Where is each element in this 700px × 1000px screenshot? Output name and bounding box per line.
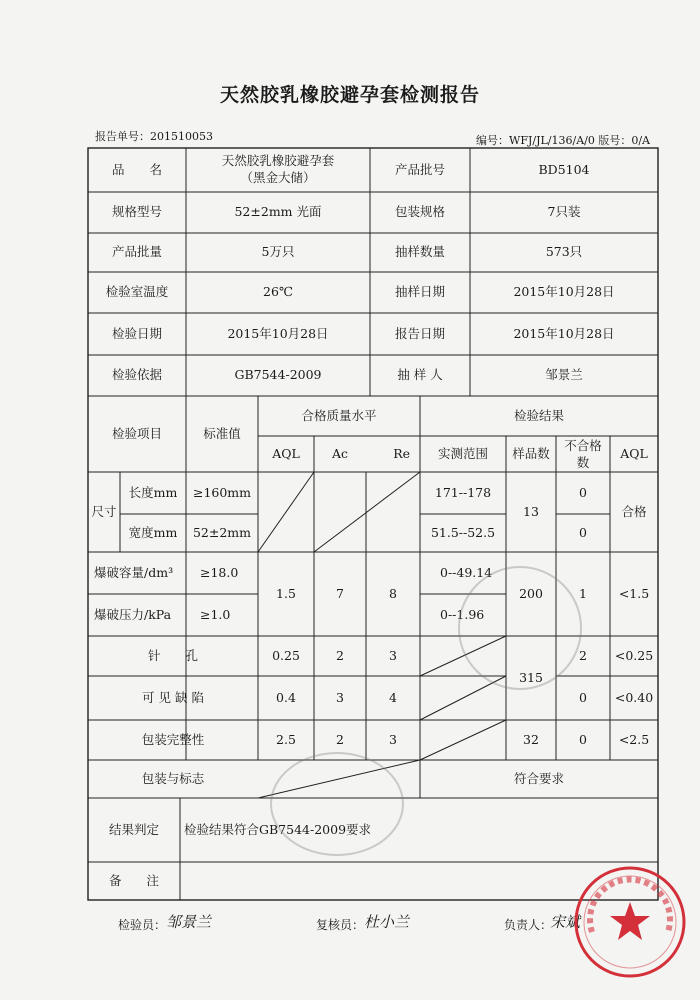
- company-seal: [570, 862, 690, 982]
- defect-ac: 3: [336, 689, 344, 705]
- width-range: 51.5--52.5: [430, 524, 496, 540]
- header-range: 实测范围: [437, 445, 488, 461]
- package-failed: 0: [579, 731, 587, 747]
- length-standard: ≥160mm: [192, 484, 252, 500]
- value-lab-temp: 26℃: [263, 284, 293, 300]
- label-lab-temp: 检验室温度: [105, 284, 169, 300]
- inspection-seal-faint-2: [270, 752, 404, 856]
- burst-ac: 7: [336, 585, 344, 601]
- label-sampler: 抽 样 人: [397, 367, 443, 383]
- burst-re: 8: [389, 585, 397, 601]
- value-lot-size: 5万只: [261, 244, 295, 260]
- length-failed: 0: [579, 484, 587, 500]
- label-packing: 包装规格: [394, 204, 445, 220]
- defect-aql-result: <0.40: [614, 689, 654, 705]
- burst-pressure-range: 0--1.96: [440, 606, 485, 622]
- value-sampling-date: 2015年10月28日: [513, 284, 615, 300]
- burst-volume-label: 爆破容量/dm³: [94, 564, 174, 580]
- header-results: 检验结果: [513, 407, 564, 423]
- value-product-name-line2: （黑金大储）: [240, 170, 316, 185]
- burst-samples: 200: [519, 585, 543, 601]
- defect-re: 4: [389, 689, 397, 705]
- pinhole-re: 3: [389, 647, 397, 663]
- header-standard: 标准值: [203, 425, 241, 441]
- value-packing: 7只装: [547, 204, 581, 220]
- marking-result: 符合要求: [513, 770, 564, 786]
- pinhole-ac: 2: [336, 647, 344, 663]
- size-aql: 合格: [621, 503, 647, 519]
- inspector-label: 检验员：: [118, 918, 167, 932]
- size-samples: 13: [523, 503, 539, 519]
- value-sampler: 邹景兰: [545, 367, 583, 383]
- header-quality-level: 合格质量水平: [301, 407, 377, 423]
- label-test-date: 检验日期: [111, 325, 162, 341]
- label-sample-qty: 抽样数量: [394, 244, 445, 260]
- length-label: 长度mm: [128, 484, 178, 500]
- value-spec: 52±2mm 光面: [234, 204, 322, 220]
- remark-label: 备 注: [108, 872, 159, 888]
- header-test-item: 检验项目: [111, 425, 162, 441]
- value-sample-qty: 573只: [545, 244, 583, 260]
- package-samples: 32: [523, 731, 539, 747]
- value-batch-no: BD5104: [538, 161, 590, 177]
- reviewer-signature: 杜小兰: [364, 913, 410, 931]
- value-test-date: 2015年10月28日: [227, 325, 329, 341]
- package-aql-result: <2.5: [618, 731, 650, 747]
- header-aql-result: AQL: [620, 445, 648, 461]
- burst-aql-result: <1.5: [618, 585, 650, 601]
- package-aql: 2.5: [276, 731, 296, 747]
- manager-label: 负责人：: [504, 918, 553, 932]
- label-sampling-date: 抽样日期: [394, 284, 445, 300]
- report-title: 天然胶乳橡胶避孕套检测报告: [219, 84, 480, 106]
- burst-pressure-label: 爆破压力/kPa: [94, 606, 172, 622]
- pinhole-defect-samples: 315: [519, 669, 543, 685]
- pinhole-label: 针 孔: [147, 647, 198, 663]
- value-product-name: [186, 148, 370, 192]
- burst-pressure-standard: ≥1.0: [200, 606, 231, 622]
- header-failed: 不合格数: [564, 438, 602, 470]
- defect-aql: 0.4: [276, 689, 296, 705]
- defect-label: 可 见 缺 陷: [142, 689, 204, 705]
- header-re: Re: [393, 445, 410, 461]
- package-integrity-label: 包装完整性: [141, 731, 205, 747]
- reviewer-label: 复核员：: [316, 918, 365, 932]
- conclusion-label: 结果判定: [108, 821, 159, 837]
- width-standard: 52±2mm: [192, 524, 252, 540]
- inspection-seal-faint: [458, 566, 582, 690]
- package-ac: 2: [336, 731, 344, 747]
- pinhole-aql-result: <0.25: [614, 647, 654, 663]
- label-basis: 检验依据: [111, 367, 162, 383]
- label-lot-size: 产品批量: [111, 244, 162, 260]
- burst-volume-standard: ≥18.0: [200, 564, 239, 580]
- inspector-signature: 邹景兰: [166, 913, 212, 931]
- pinhole-aql: 0.25: [272, 647, 300, 663]
- size-group-label: 尺寸: [91, 503, 117, 519]
- burst-failed: 1: [579, 585, 587, 601]
- value-report-date: 2015年10月28日: [513, 325, 615, 341]
- header-ac: Ac: [331, 445, 349, 461]
- header-aql: AQL: [272, 445, 300, 461]
- value-basis: GB7544-2009: [234, 367, 322, 383]
- document-code: 编号：WFJ/JL/136/A/0 版号：0/A: [476, 134, 650, 147]
- label-spec: 规格型号: [111, 204, 162, 220]
- width-label: 宽度mm: [128, 524, 178, 540]
- label-product-name: 品 名: [111, 161, 162, 177]
- defect-failed: 0: [579, 689, 587, 705]
- marking-label: 包装与标志: [141, 770, 205, 786]
- burst-aql: 1.5: [276, 585, 296, 601]
- label-report-date: 报告日期: [394, 325, 445, 341]
- label-batch-no: 产品批号: [394, 161, 445, 177]
- manager-signature: 宋斌: [550, 913, 581, 931]
- pinhole-failed: 2: [579, 647, 587, 663]
- width-failed: 0: [579, 524, 587, 540]
- report-number: 报告单号：201510053: [95, 130, 213, 143]
- header-samples: 样品数: [512, 445, 550, 461]
- conclusion-text: 检验结果符合GB7544-2009要求: [184, 821, 372, 837]
- length-range: 171--178: [434, 484, 492, 500]
- burst-volume-range: 0--49.14: [440, 564, 493, 580]
- value-product-name-line1: 天然胶乳橡胶避孕套: [221, 153, 335, 169]
- package-re: 3: [389, 731, 397, 747]
